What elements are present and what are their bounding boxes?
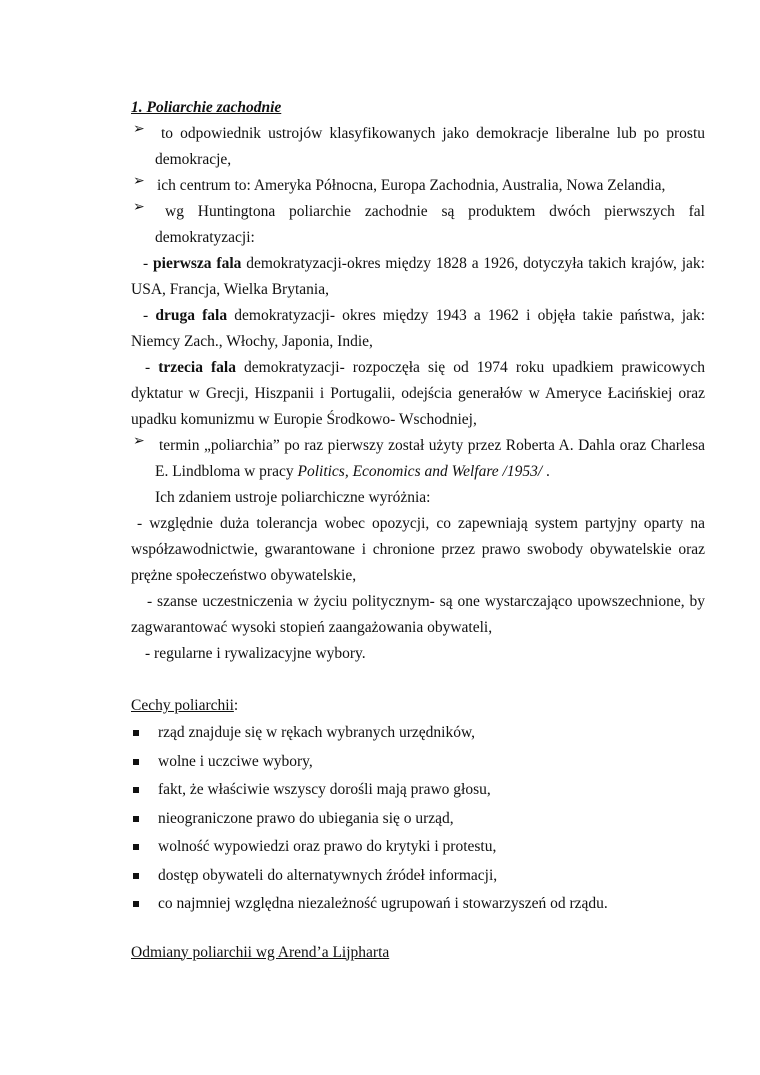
wave2-rest: demokratyzacji- okres między 1943 a 1962 i objęła takie państwa, jak: (227, 307, 705, 324)
list-item (131, 862, 705, 891)
list-item-text: rząd znajduje się w rękach wybranych urzędników, (158, 724, 476, 741)
bullet4-line2 (155, 459, 705, 485)
feature1-line2: współzawodnictwie, gwarantowane i chronione przez prawo swobody obywatelskie oraz (131, 541, 705, 558)
wave3-bold: trzecia fala (158, 359, 236, 376)
cechy-list (131, 719, 705, 919)
bullet2-text: ich centrum to: Ameryka Północna, Europa Zachodnia, Australia, Nowa Zelandia, (157, 177, 666, 194)
dash: - (143, 255, 154, 272)
wave-first (131, 251, 705, 303)
document-body (131, 92, 705, 966)
bullet1-line2: demokracje, (155, 151, 232, 168)
feature1-line3: prężne społeczeństwo obywatelskie, (131, 567, 357, 584)
list-item-text: nieograniczone prawo do ubiegania się o urząd, (158, 809, 454, 827)
arrow-bullet-icon: ➢ (133, 174, 145, 189)
arrow-bullet-icon: ➢ (133, 434, 145, 449)
arrow-bullet-3 (131, 199, 705, 251)
wave3-line2: dyktatur w Grecji, Hiszpanii i Portugalii, odejścia generałów w Ameryce Łacińskiej oraz (131, 385, 705, 402)
wave-third (131, 355, 705, 433)
list-item (131, 805, 705, 834)
distinguish-intro: Ich zdaniem ustroje poliarchiczne wyróżnia: (155, 489, 431, 506)
square-bullet-icon (133, 901, 139, 907)
wave3-rest: demokratyzacji- rozpoczęła się od 1974 roku upadkiem prawicowych (235, 359, 705, 376)
list-item (131, 748, 705, 777)
section-heading: 1. Poliarchie zachodnie (131, 99, 282, 116)
wave1-bold: pierwsza fala (153, 255, 242, 272)
wave2-line1 (131, 303, 705, 329)
list-item (131, 833, 705, 862)
feature2-line2: zagwarantować wysoki stopień zaangażowania obywateli, (131, 619, 493, 636)
odmiany-heading: Odmiany poliarchii wg Arend’a Lijpharta (131, 943, 390, 961)
feature-3: - regularne i rywalizacyjne wybory. (145, 645, 366, 662)
bullet4-line1: termin „poliarchia” po raz pierwszy został użyty przez Roberta A. Dahla oraz Charlesa (159, 437, 705, 454)
cechy-colon: : (233, 697, 239, 714)
wave1-line1 (131, 251, 705, 277)
cechy-title: Cechy poliarchii (131, 697, 234, 714)
list-item (131, 719, 705, 748)
feature-1 (131, 511, 705, 589)
wave1-rest: demokratyzacji-okres między 1828 a 1926, dotyczyła takich krajów, jak: (241, 255, 705, 272)
square-bullet-icon (133, 787, 139, 793)
list-item (131, 890, 705, 919)
spacer (131, 919, 705, 940)
list-item-text: dostęp obywateli do alternatywnych źródeł informacji, (158, 866, 498, 884)
book-title: Politics, Economics and Welfare /1953/ (297, 463, 543, 480)
wave3-line1 (131, 355, 705, 381)
arrow-bullet-icon: ➢ (133, 200, 145, 215)
list-item (131, 776, 705, 805)
square-bullet-icon (133, 759, 139, 765)
dash: - (143, 307, 156, 324)
bullet3-line2: demokratyzacji: (155, 229, 255, 246)
dash: - (145, 359, 159, 376)
spacer (131, 667, 705, 693)
feature2-line1: - szanse uczestniczenia w życiu politycznym- są one wystarczająco upowszechnione, by (147, 593, 705, 610)
square-bullet-icon (133, 816, 139, 822)
wave2-line2: Niemcy Zach., Włochy, Japonia, Indie, (131, 333, 373, 350)
list-item-text: wolne i uczciwe wybory, (158, 752, 313, 770)
list-item-text: wolność wypowiedzi oraz prawo do krytyki i protestu, (158, 838, 497, 855)
bullet3-line1: wg Huntingtona poliarchie zachodnie są produktem dwóch pierwszych fal (165, 203, 705, 220)
square-bullet-icon (133, 873, 139, 879)
arrow-bullet-icon: ➢ (133, 122, 145, 137)
bullet4-end: . (542, 463, 550, 480)
bullet4-text: E. Lindbloma w pracy (155, 463, 298, 480)
wave1-line2: USA, Francja, Wielka Brytania, (131, 281, 329, 298)
feature-2 (131, 589, 705, 641)
list-item-text: co najmniej względna niezależność ugrupowań i stowarzyszeń od rządu. (158, 895, 608, 912)
list-item-text: fakt, że właściwie wszyscy dorośli mają prawo głosu, (158, 781, 491, 798)
bullet1-line1: to odpowiednik ustrojów klasyfikowanych jako demokracje liberalne lub po prostu (161, 125, 705, 142)
arrow-bullet-4 (131, 433, 705, 485)
square-bullet-icon (133, 844, 139, 850)
wave-second (131, 303, 705, 355)
square-bullet-icon (133, 730, 139, 736)
arrow-bullet-2 (131, 173, 705, 199)
cechy-heading (131, 693, 705, 719)
wave2-bold: druga fala (155, 307, 228, 324)
wave3-line3: upadku komunizmu w Europie Środkowo- Wschodniej, (131, 411, 477, 428)
feature1-line1: - względnie duża tolerancja wobec opozycji, co zapewniają system partyjny oparty na (137, 515, 705, 532)
arrow-bullet-1 (131, 121, 705, 173)
